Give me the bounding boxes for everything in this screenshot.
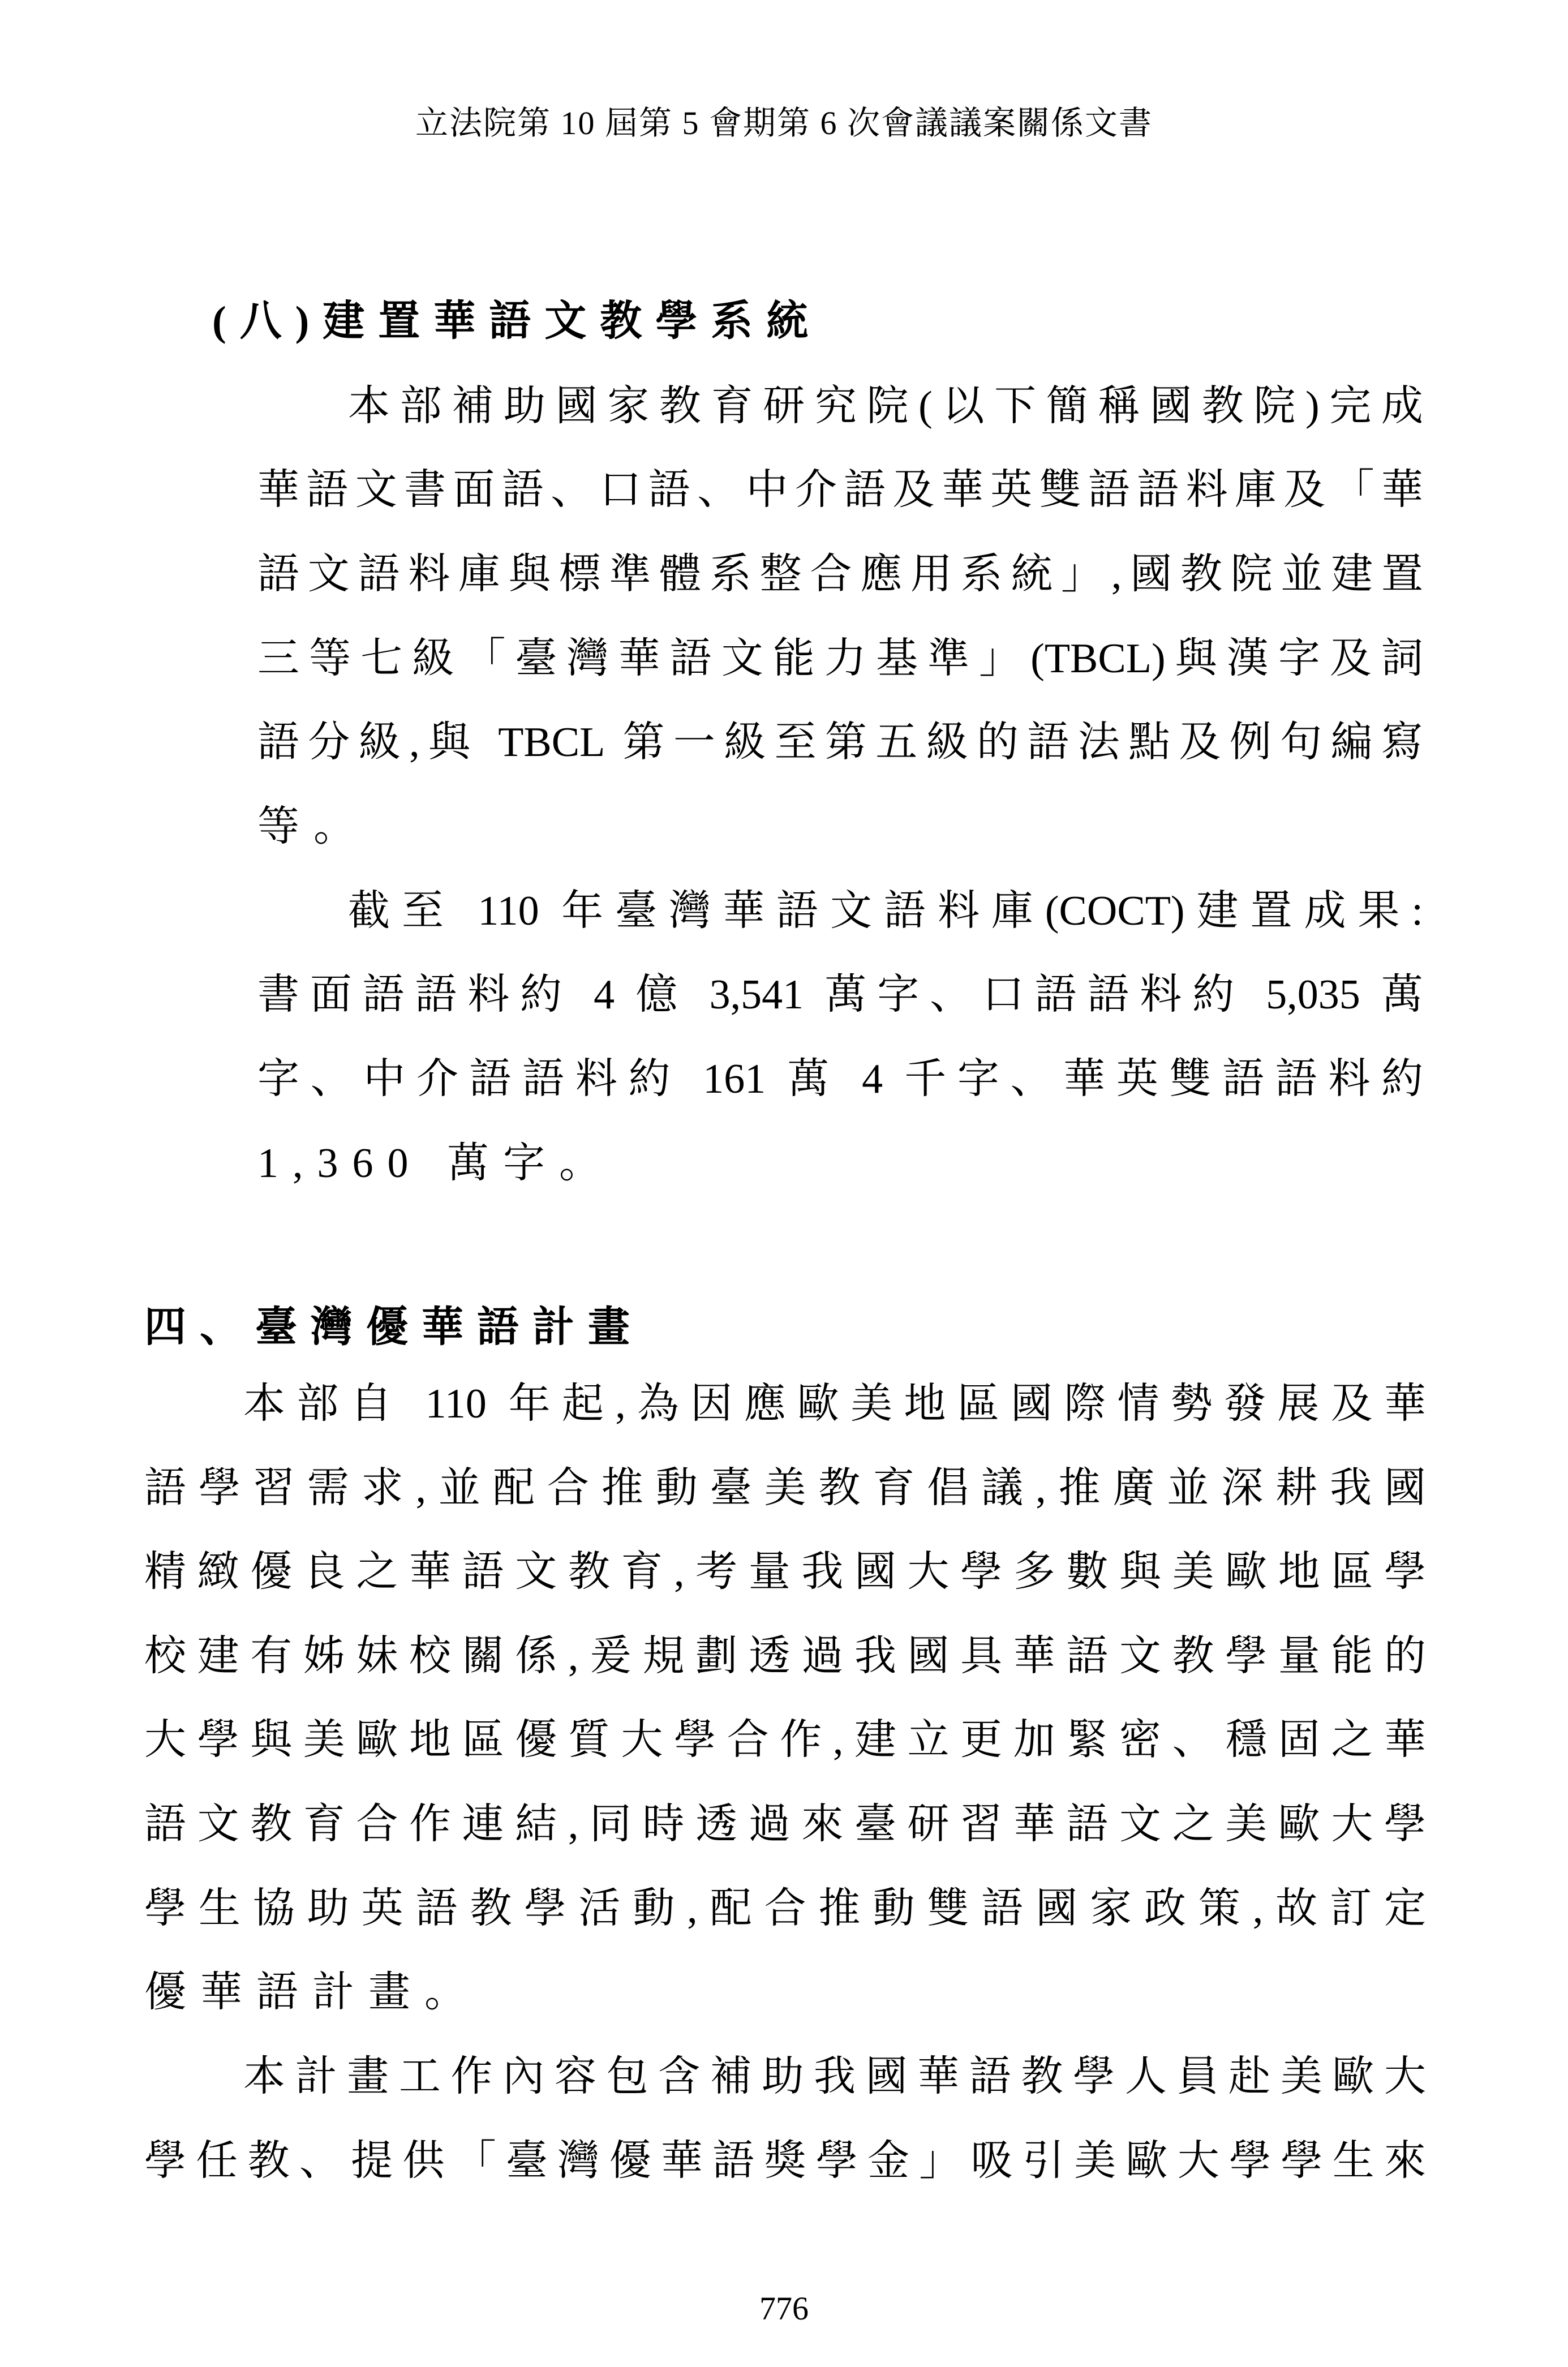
section-4-paragraph-2-line: 學任教、提供「臺灣優華語獎學金」吸引美歐大學學生來 [144,2138,1426,2184]
document-header-title: 立法院第 10 屆第 5 會期第 6 次會議議案關係文書 [415,105,1153,141]
page-number: 776 [759,2290,809,2327]
section-4-paragraph-2-line: 本計畫工作內容包含補助我國華語教學人員赴美歐大 [243,2054,1426,2100]
section-4-paragraph-1-line: 大學與美歐地區優質大學合作,建立更加緊密、穩固之華 [144,1717,1426,1763]
section-4-paragraph-1-line: 精緻優良之華語文教育,考量我國大學多數與美歐地區學 [144,1549,1426,1595]
section-4-paragraph-1-line: 語學習需求,並配合推動臺美教育倡議,推廣並深耕我國 [144,1465,1426,1511]
section-8-paragraph-2-line: 1,360 萬字。 [257,1140,615,1187]
section-4-paragraph-1-line: 優華語計畫。 [144,1969,480,2016]
section-4-heading: 四、臺灣優華語計畫 [144,1304,643,1351]
section-8-paragraph-2-line: 書面語語料約 4 億 3,541 萬字、口語語料約 5,035 萬 [257,972,1423,1018]
section-8-paragraph-1-line: 本部補助國家教育研究院(以下簡稱國教院)完成 [348,383,1423,429]
section-4-paragraph-1-line: 學生協助英語教學活動,配合推動雙語國家政策,故訂定 [144,1885,1426,1932]
section-8-paragraph-1-line: 華語文書面語、口語、中介語及華英雙語語料庫及「華 [257,467,1423,513]
section-8-paragraph-2-line: 截至 110 年臺灣華語文語料庫(COCT)建置成果: [348,888,1423,934]
section-8-paragraph-2-line: 字、中介語語料約 161 萬 4 千字、華英雙語語料約 [257,1056,1423,1102]
section-8-paragraph-1-line: 語分級,與 TBCL 第一級至第五級的語法點及例句編寫 [257,719,1423,766]
section-4-paragraph-1-line: 校建有姊妹校關係,爰規劃透過我國具華語文教學量能的 [144,1633,1426,1679]
section-4-paragraph-1-line: 本部自 110 年起,為因應歐美地區國際情勢發展及華 [243,1381,1426,1427]
section-8-paragraph-1-line: 三等七級「臺灣華語文能力基準」(TBCL)與漢字及詞 [257,635,1423,682]
section-4-paragraph-1-line: 語文教育合作連結,同時透過來臺研習華語文之美歐大學 [144,1801,1426,1848]
section-8-paragraph-1-line: 語文語料庫與標準體系整合應用系統」,國教院並建置 [257,551,1423,598]
section-8-paragraph-1-line: 等。 [257,804,370,850]
section-8-heading: (八)建置華語文教學系統 [212,298,822,345]
